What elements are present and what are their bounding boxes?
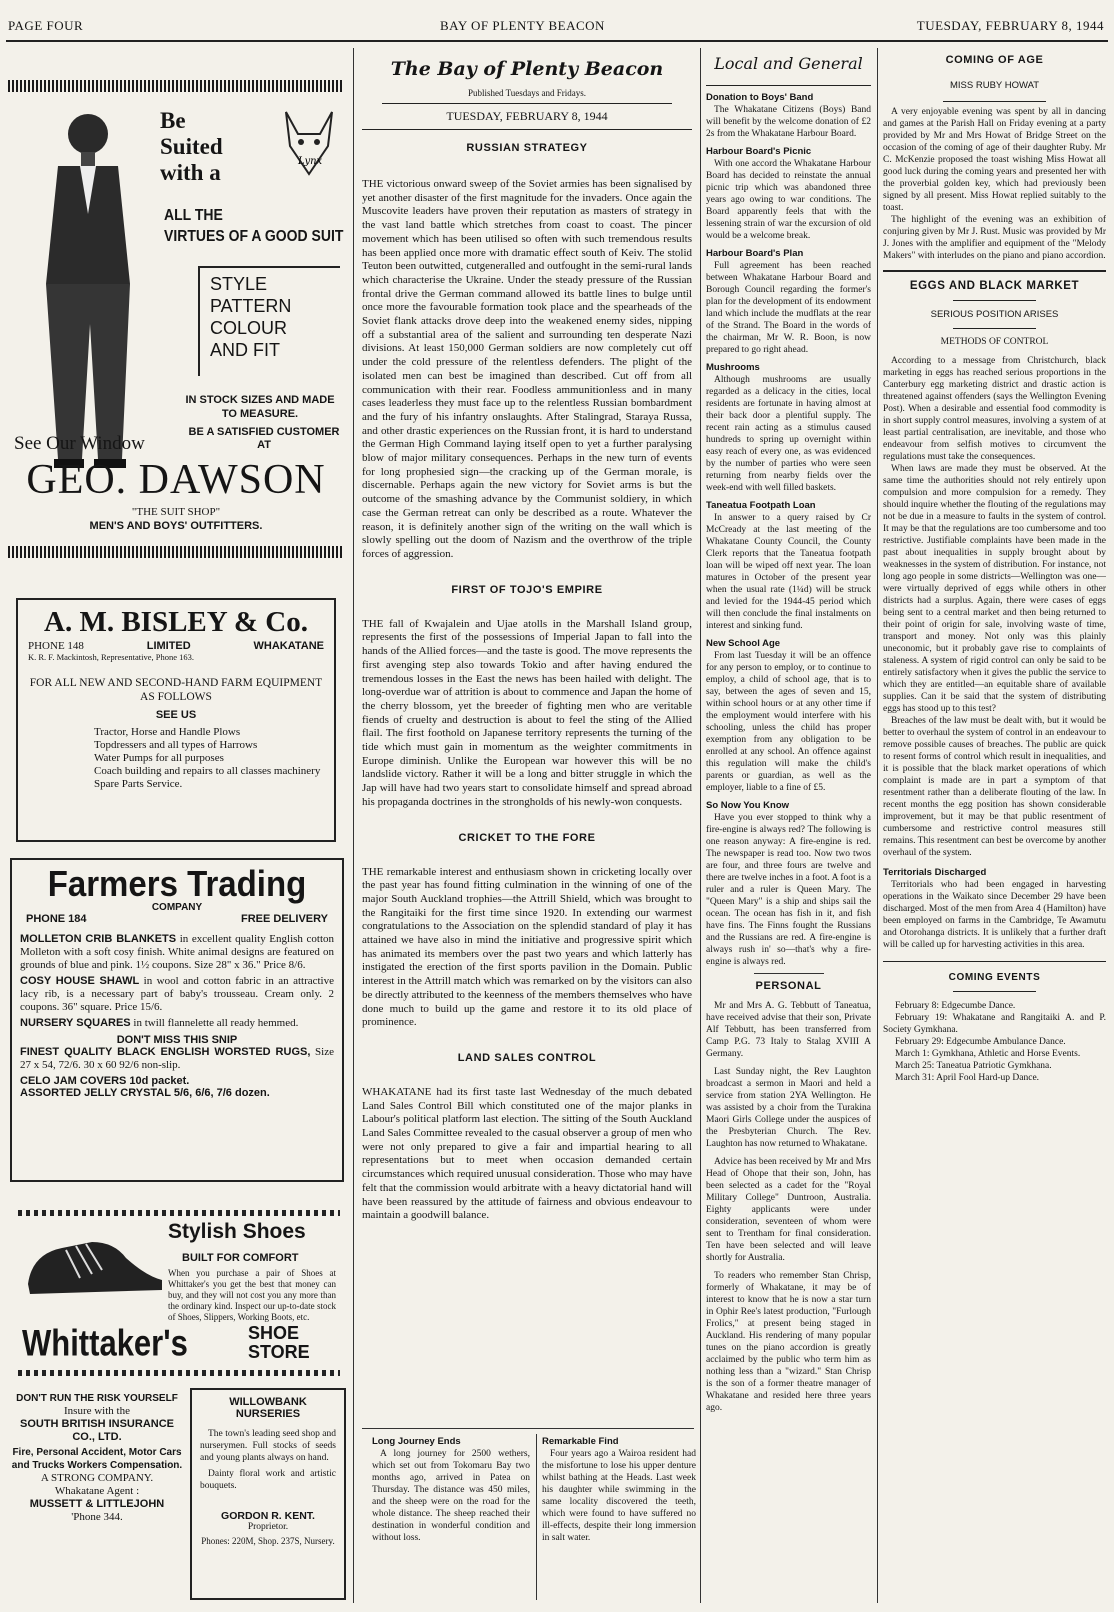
bottom-item: [542, 1436, 696, 1602]
local-item-body: In answer to a query raised by Cr McCready at the last meeting of the Whakatane County Council, the County Clerk reports that the Taneatua footpath loan will be wiped off next year. The loan matures in October of the present year when the usual rate (1¼d) will be struck and levied for the 1944-45 period which will then conclude the final instalments on interest and sinking fund.: [706, 513, 871, 631]
event-item: February 29: Edgecumbe Ambulance Dance.: [895, 1037, 1066, 1047]
event-item: February 19: Whakatane and Rangitaiki A. and P. Society Gymkhana.: [883, 1013, 1106, 1035]
event-item: March 1: Gymkhana, Athletic and Horse Events.: [895, 1049, 1081, 1059]
ad-insurance-l7: MUSSETT & LITTLEJOHN: [29, 1498, 165, 1510]
lynx-brand: Lynx: [298, 156, 323, 167]
ad-farmers-delivery: FREE DELIVERY: [241, 913, 328, 925]
ad-shoes-store: STORE: [248, 1342, 310, 1362]
column-rule: [877, 48, 878, 1603]
ad-farmers-rugs-text: Size 27 x 54, 72/6. 30 x 60 92/6 non-slip.: [20, 1046, 334, 1071]
personal-para: Advice has been received by Mr and Mrs Head of Ohope that their son, John, has been selected as a cadet for the "Royal Military College" Duntroon, Australia. Eighty applicants were under consideration, seventeen of whom were sent to Trentham for final consideration. Ten have been selected and will leave shortly for Australia.: [706, 1157, 871, 1263]
ad-farmers-company: COMPANY: [151, 902, 203, 913]
local-item-title: Taneatua Footpath Loan: [706, 500, 816, 511]
ad-suit-virtues1: ALL THE: [164, 205, 223, 224]
column-rule: [353, 48, 354, 1603]
section-rule: [883, 961, 1106, 962]
ad-suit-line1: Be: [160, 108, 186, 133]
personal-para: To readers who remember Stan Chrisp, formerly of Whakatane, it may be of interest to know that he is now a star turn in Ophir Ree's latest production, "Furlough Frolics," at present being staged in Auckland. His rendering of many popular tunes on the piano accordion is greatly acclaimed by the public who term him as nothing less than a "wizard." Stan Chrisp is the son of a former theatre manager of Whakatane and resided here three years ago.: [706, 1271, 871, 1413]
editorial-title: CRICKET TO THE FORE: [458, 831, 596, 844]
local-item-body: Although mushrooms are usually regarded as a delicacy in the cities, local residents are fortunate in having almost at their back door a plentiful supply. The recent rain acting as a stimulus caused hundreds to spring up overnight within easy reach of every one, as was evidenced by the number of parties who were seen returning from nearby fields over the week-end with well filled baskets.: [706, 375, 871, 493]
section-rule: [953, 300, 1036, 301]
bottom-item: [372, 1436, 530, 1602]
quality: AND FIT: [210, 340, 280, 360]
bottom-item-body: Four years ago a Wairoa resident had the misfortune to lose his upper denture whilst bathing at the Heads. Last week his daughter while swimming in the same locality discovered the teeth, which were found to have suffered no ill-effects, despite their long immersion in salt water.: [542, 1449, 696, 1543]
ad-insurance-l1: DON'T RUN THE RISK YOURSELF: [16, 1393, 178, 1404]
ad-suit-stock: IN STOCK SIZES AND MADE TO MEASURE.: [185, 394, 335, 420]
ad-bisley-item: Water Pumps for all purposes: [94, 752, 224, 764]
ad-shoes-shop: Whittaker's: [22, 1322, 188, 1364]
local-title: Local and General: [714, 54, 863, 73]
ad-bisley: [16, 598, 336, 842]
ad-farmers-item-lead: MOLLETON CRIB BLANKETS: [20, 933, 177, 945]
territorials-title: Territorials Discharged: [883, 867, 987, 878]
eggs-sub1: SERIOUS POSITION ARISES: [930, 309, 1059, 320]
eggs-para: When laws are made they must be observed. At the same time the authorities should not rely entirely upon compulsion and more compulsion for a remedy. They should inquire whether the flouting of the regulations may not be due in a measure to faults in the system of control. It may be that the regulations are too cumbersome and too restrictive. Justifiable complaints have been made in the past about inequalities in supply brought about by weaknesses in the system of distribution. For instance, not long ago people in some districts—Wellington was one—were virtually deprived of eggs while others in other districts had a surplus. Again, there were cases of eggs being sent to a central market and then being returned to their point of origin for sale, involving waste of time, transport and money. Not only was this plainly uneconomic, but it probably gave rise to complaints of staleness. A system of rigid control can only be said to be entirely satisfactory when it gives the public the service to which they are entitled—an equitable share of available supplies. Can it be said that the system of distributing eggs has stood up to this test?: [883, 464, 1106, 714]
ad-bisley-item: Tractor, Horse and Handle Plows: [94, 726, 241, 738]
ad-insurance-l8: 'Phone 344.: [71, 1511, 123, 1523]
ad-suit-line2: Suited: [160, 134, 223, 159]
ad-farmers-item-text: in twill flannelette all ready hemmed.: [130, 1017, 299, 1029]
section-rule: [953, 328, 1036, 329]
event-item: March 31: April Fool Hard-up Dance.: [895, 1073, 1040, 1083]
ad-nursery: [190, 1388, 346, 1600]
ad-bisley-name: A. M. BISLEY & Co.: [44, 606, 308, 638]
ad-dawson: [8, 96, 344, 546]
local-item-title: Harbour Board's Plan: [706, 248, 804, 259]
section-rule: [362, 1428, 694, 1429]
decorative-stripe: [8, 546, 344, 558]
ad-nursery-owner: GORDON R. KENT.: [221, 1510, 315, 1522]
ad-nursery-phones: Phones: 220M, Shop. 237S, Nursery.: [201, 1536, 335, 1546]
ad-bisley-rep: K. R. F. Mackintosh, Representative, Phone 163.: [28, 652, 194, 662]
coming-of-age-para: The highlight of the evening was an exhibition of conjuring given by Mr J. Rust. Music was provided by Mr J. Jones with the amplifier and equipment of the "Melody Makers" with interludes on the piano and piano accordion.: [883, 215, 1106, 261]
ad-bisley-item: Spare Parts Service.: [94, 778, 183, 790]
local-rule: [706, 85, 871, 86]
local-item-title: Mushrooms: [706, 362, 760, 373]
local-item-title: Donation to Boys' Band: [706, 92, 814, 103]
ad-shoes-body: When you purchase a pair of Shoes at Whittaker's you get the best that money can buy, and they will not cost you any more than the ordinary kind. Inspect our up-to-date stock of Shoes, Slippers, Working Boots, etc.: [168, 1268, 336, 1322]
page-date: TUESDAY, FEBRUARY 8, 1944: [916, 18, 1104, 33]
column-rule: [700, 48, 701, 1603]
ad-bisley-phone: PHONE 148: [28, 640, 84, 652]
ad-farmers-item-text: in excellent quality English cotton Molleton with a soft cosy finish. White animal designs are featured on grounds of blue and pink. 1½ coupons. Size 28" x 36." Price 8/6.: [20, 933, 335, 971]
ad-nursery-body2: Dainty floral work and artistic bouquets.: [200, 1469, 336, 1491]
ad-suit-see-window: See Our Window: [14, 433, 145, 454]
coming-of-age-para: A very enjoyable evening was spent by all in dancing and games at the Parish Hall on Friday evening at a party provided by Mr and Mrs Howat of Bridge Street on the occasion of the coming of age of their daughter Ruby. Mr C. McKenzie proposed the toast wishing Miss Howat all good luck during the coming years and presented her with the proverbial golden key, which had previously been signed by all present. Miss Howat replied suitably to the toast.: [883, 107, 1106, 213]
local-column: [706, 50, 871, 1600]
ad-nursery-role: Proprietor.: [247, 1522, 289, 1532]
ad-farmers-phone: PHONE 184: [26, 913, 87, 925]
section-rule: [943, 101, 1046, 102]
editorial-body: THE victorious onward sweep of the Soviet armies has been signalised by yet another disaster of the first magnitude for the invaders. Once again the Muscovite leaders have proven their reputation as masters of strategy in the vast land battle which stretches from coast to coast. The pincer movement which has been utilised so often with such tremendous results has been applied once more with dramatic effect south of Keiv. The stolid Teuton been outwitted, cutgeneralled and outfought in the semi-rural lands which characterise the Ukraine. Under the steady pressure of the Russian frontal drive the German command allowed its battle lines to bulge until once more the favourable formation took place and the spearheads of the Soviet flank attacks drove deep into the weakened enemy sides, nipping off a substantial area of the salient and surrounding ten desperate Nazi divisions. At least 150,000 German soldiers are now completely cut off under the cold pressure of the relentless defenders. The plight of the isolated men can best be imagined than described. Cut off from all communication with their rear. Foodless ammunitionless and in many cases leaderless they must face up to the relentless Russian bombardment and the fury of his infantry onslaughts. After Stalingrad, Staraya Russa, and other drastic experiences on the Russian front, it is hard to understand the German High Command laying itself open to yet a further paralysing blow of major military consequences. Perhaps in the new turn of events for long prophesied sign—the cracking up of the German morale, is discernable. Perhaps again the new victory for Soviet arms is but the outcome of the smashing advance by the Communist soldiery, in which case the German retreat can only be described as a route. Whatever the reason, it is definitely another sign of the writing on the wall which is slowly spelling out the doom of Nazism and the overthrow of the triple forces of aggression.: [362, 178, 692, 560]
coming-of-age-subtitle: MISS RUBY HOWAT: [949, 80, 1040, 91]
right-column: [883, 50, 1106, 1600]
ad-bisley-intro: FOR ALL NEW AND SECOND-HAND FARM EQUIPMENT AS FOLLOWS: [29, 677, 323, 703]
ad-suit-virtues2: VIRTUES OF A GOOD SUIT: [164, 225, 344, 245]
lynx-head-icon: [278, 106, 340, 180]
ad-bisley-town: WHAKATANE: [253, 640, 324, 652]
masthead-title: The Bay of Plenty Beacon: [390, 58, 664, 80]
local-item-title: Harbour Board's Picnic: [706, 146, 812, 157]
man-in-suit-illustration: [18, 104, 158, 474]
masthead-published: Published Tuesdays and Fridays.: [467, 88, 586, 98]
section-rule: [953, 991, 1036, 992]
personal-para: Mr and Mrs A. G. Tebbutt of Taneatua, have received advise that their son, Private Alf Tebbutt, has been transferred from Camp P.G. 73 Italy to Stalag XVIII A Germany.: [706, 1001, 871, 1059]
coming-of-age-title: COMING OF AGE: [945, 54, 1044, 66]
section-rule: [883, 270, 1106, 272]
header-rule: [6, 40, 1108, 42]
ad-insurance-l5: A STRONG COMPANY.: [40, 1472, 154, 1484]
quality: PATTERN: [210, 296, 292, 316]
ad-suit-tag: "THE SUIT SHOP": [131, 506, 221, 518]
ad-suit-satisfied: BE A SATISFIED CUSTOMER AT: [188, 426, 340, 451]
editorial-body: THE remarkable interest and enthusiasm shown in cricketing locally over the past year has found fitting culmination in the winning of one of the major South Auckland trophies—the Attrill Shield, which was brought to the Rangitaiki for the first time since 1920. In extending our warmest congratulations to the Association on the splendid standard of play it has attained we have also in mind the initiative and progressive spirit which has animated its members over the past two years and which latterly has instigated the erection of the first sports pavilion in the Domain. Public interest in the Attrill match which was remarked on by the visitors can also be directly attributed to the keenness of the members themselves who have done much to build up the game and restore it to its old place of prominence.: [362, 865, 692, 1029]
ad-suit-line3: with a: [160, 160, 221, 185]
local-item-title: New School Age: [706, 638, 781, 649]
personal-para: Last Sunday night, the Rev Laughton broadcast a sermon in Maori and held a service from station 2YA Wellington. He was assisted by a choir from the Turakina Maori Girls College under the auspices of the Presbyterian Church. The Rev. Laughton has now returned to Whakatane.: [706, 1067, 871, 1149]
bottom-item-body: A long journey for 2500 wethers, which set out from Tokomaru Bay two months ago, arrived in Patea on Thursday. The distance was 450 miles, and the sheep were on the road for the whole distance. The sheep reached their destination in wonderful condition and without loss.: [372, 1449, 530, 1543]
shoe-illustration: [22, 1224, 168, 1304]
local-item-body: Full agreement has been reached between Whakatane Harbour Board and Borough Council regarding the former's plan for the development of its endowment land which include the mudflats at the rear of the Strand. The Board in the words of the chairman, Mr W. R. Boon, is now prepared to go right ahead.: [706, 261, 871, 355]
ad-farmers: [10, 858, 344, 1182]
ad-farmers-rugs-lead: FINEST QUALITY BLACK ENGLISH WORSTED RUGS,: [20, 1046, 311, 1058]
decorative-border: [18, 1210, 340, 1216]
column-rule: [536, 1434, 537, 1600]
masthead-rule: [382, 103, 672, 104]
ad-farmers-item-lead: NURSERY SQUARES: [20, 1017, 131, 1029]
event-item: February 8: Edgecumbe Dance.: [895, 1001, 1016, 1011]
eggs-title: EGGS AND BLACK MARKET: [909, 280, 1080, 292]
page-label: PAGE FOUR: [8, 18, 84, 33]
bottom-item-title: Remarkable Find: [542, 1436, 619, 1447]
ad-insurance-l4: Fire, Personal Accident, Motor Cars and Trucks Workers Compensation.: [11, 1447, 183, 1471]
quality: COLOUR: [210, 318, 288, 338]
ad-shoes-title: Stylish Shoes: [168, 1220, 306, 1243]
ad-nursery-title: WILLOWBANK NURSERIES: [229, 1396, 307, 1420]
local-item-body: With one accord the Whakatane Harbour Board has decided to reinstate the annual picnic trip which was abandoned three years ago owing to war conditions. The Board apparently feels that with the lessening strain of war the excursion of old would be a welcome break.: [706, 159, 871, 241]
ad-insurance-l6: Whakatane Agent :: [54, 1485, 140, 1497]
event-item: March 25: Taneatua Patriotic Gymkhana.: [895, 1061, 1052, 1071]
local-item-body: The Whakatane Citizens (Boys) Band will benefit by the welcome donation of £2 2s from the Whakatane Harbour Board.: [706, 105, 871, 139]
ad-insurance: [10, 1392, 184, 1602]
editorial-title: RUSSIAN STRATEGY: [466, 142, 588, 154]
ad-suit-shop: GEO. DAWSON: [26, 457, 326, 503]
personal-title: PERSONAL: [755, 980, 822, 992]
ad-farmers-jelly: ASSORTED JELLY CRYSTAL 5/6, 6/6, 7/6 dozen.: [20, 1087, 270, 1099]
editorial-column: [362, 52, 692, 1600]
decorative-border: [18, 1370, 340, 1376]
territorials-body: Territorials who had been engaged in harvesting operations in the Waikato since December 29 have been discharged. Most of the men from Area 4 (Hamilton) have been employed on farms in the Cambridge, Te Awamutu and Otorohanga districts. It is unlikely that a further draft will be called up for harvesting activities in this area.: [883, 880, 1106, 950]
eggs-para: Breaches of the law must be dealt with, but it would be better to overhaul the system of control in an endeavour to remove possible causes of breaches. The public are quick to resent forms of control which result in inequalities, and it is possible that the black market operations of which complaint is made are in part a symptom of that resentment rather than a deliberate flouting of the law. In recent months the egg position has shown considerable improvement, but it may be that public resentment of cumbersome and restrictive control measures still remains. This resentment can best be overcome by another overhaul of the system.: [883, 716, 1106, 858]
masthead-rule: [362, 129, 692, 130]
ad-farmers-snip: DON'T MISS THIS SNIP: [116, 1034, 238, 1046]
ad-bisley-limited: LIMITED: [146, 640, 191, 652]
eggs-sub2: METHODS OF CONTROL: [940, 337, 1049, 347]
section-rule: [754, 973, 824, 974]
ad-farmers-item-text: in wool and cotton fabric in an attractive lacy rib, is a necessary part of baby's trousseau. Cream only. 2 coupons. 36" square. Price 15/6.: [20, 975, 334, 1013]
ad-bisley-see: SEE US: [155, 709, 197, 721]
bottom-item-title: Long Journey Ends: [372, 1436, 461, 1447]
local-item-title: So Now You Know: [706, 800, 790, 811]
editorial-body: THE fall of Kwajalein and Ujae atolls in the Marshall Island group, represents the first of the possessions of Imperial Japan to fall into the hands of the Allied forces—and the taste is good. The move represents the first avenging step also towards Tokio and after having endured the tremendous losses in the East the news has been hailed with delight. The long-overdue war of attrition is about to commence and Japan the home of the cherry blossom, yet the breeder of fighting men who are veritable fiends of cruelty and destruction is about to feel the sting of the Allied flail. The first foothold on Japanese territory represents the turning of the tide which must gain in momentum as the weighter commitments in Europe diminish. Unlike the European war however this will be no landslide victory. Rather it will be a long and bitter struggle in which the Jap will have had two years start to consolidate himself and spread abroad his propaganda doctrines in the strongholds of his newly-won conquests.: [362, 617, 692, 808]
ad-shoes-shoe: SHOE: [248, 1323, 300, 1343]
ad-nursery-body1: The town's leading seed shop and nurserymen. Full stocks of seeds and young plants always on hand.: [200, 1429, 336, 1463]
ad-insurance-l2: Insure with the: [64, 1405, 130, 1417]
ad-shoes-built: BUILT FOR COMFORT: [182, 1252, 299, 1264]
qualities-box: [198, 266, 340, 376]
local-item-body: From last Tuesday it will be an offence for any person to employ, or to continue to employ, a child of school age, that is to say, between the ages of seven and 15, within school hours or at any other time if the employment would interfere with his schooling, unless the child has proper exemption from any obligation to be enrolled at any school. An offence against this regulation will make the child's parents or guardian, as well as the employer, liable to a fine of £5.: [706, 651, 871, 793]
ad-insurance-l3: SOUTH BRITISH INSURANCE CO., LTD.: [19, 1418, 174, 1443]
masthead-date: TUESDAY, FEBRUARY 8, 1944: [446, 109, 608, 123]
ad-shoes: [18, 1218, 340, 1368]
ad-bisley-item: Topdressers and all types of Harrows: [94, 739, 258, 751]
decorative-stripe: [8, 80, 344, 92]
events-title: COMING EVENTS: [948, 972, 1041, 983]
quality: STYLE: [210, 274, 268, 294]
local-item-body: Have you ever stopped to think why a fire-engine is always red? The following is one reason anyway: A fire-engine is red. The newspaper is read too. Now two twos are four, and three fours are twelve and there are twelve inches in a foot. A foot is a ruler and a ruler is Queen Mary. The "Queen Mary" is a ship and ships sail the ocean. The ocean has fish in it, and fish have fins. The Finns fought the Russians and the Russians are red. A fire-engine is always rush in' so—that's why a fire-engine is always red.: [706, 813, 871, 967]
editorial-title: FIRST OF TOJO'S EMPIRE: [451, 583, 603, 596]
ad-farmers-jam: CELO JAM COVERS 10d packet.: [20, 1075, 190, 1087]
ad-bisley-item: Coach building and repairs to all classes machinery: [94, 765, 321, 777]
ad-farmers-item-lead: COSY HOUSE SHAWL: [20, 975, 140, 987]
paper-name: BAY OF PLENTY BEACON: [440, 18, 605, 33]
editorial-title: LAND SALES CONTROL: [457, 1051, 597, 1064]
ad-farmers-name: Farmers Trading: [47, 863, 307, 904]
ad-suit-outfitters: MEN'S AND BOYS' OUTFITTERS.: [89, 520, 263, 532]
editorial-body: WHAKATANE had its first taste last Wednesday of the much debated Land Sales Control Bill which constituted one of the major planks in Labour's political platform last election. The sitting of the South Auckland Land Sales Committee revealed to the casual observer a group of men who were not only prepared to give a fair and impartial hearing to all representations but to meet when occasion demanded certain circumstances which required unusual consideration. Those who may have felt that the commission would arbitrate with a heavy dictatorial hand will have been reassured by the attitude of fairness and obvious endeavour to maintain a goodwill balance.: [362, 1085, 692, 1222]
eggs-para: According to a message from Christchurch, black marketing in eggs has reached serious proportions in the Canterbury egg marketing district and drastic action is threatened against offenders (says the Wellington Evening Post). When a desirable and essential food commodity is in short supply control measures, involving a system of at least partial centralisation, are inevitable, and those who endeavour from selfish motives to circumvent the regulations must take the consequences.: [883, 356, 1106, 462]
